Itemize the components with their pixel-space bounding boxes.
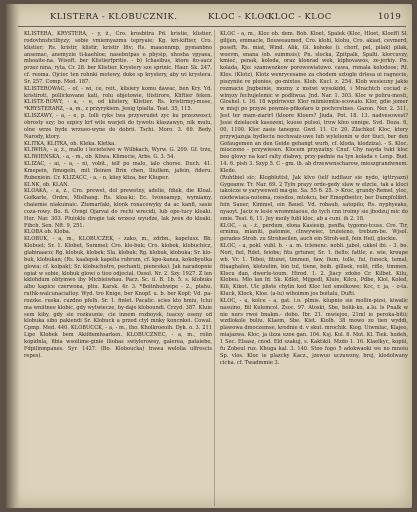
running-header-left: KLISTERA - KLOBUCZNIK. <box>50 12 178 22</box>
scanned-dictionary-page <box>6 4 412 508</box>
page-number: 1019 <box>378 12 402 22</box>
dictionary-entry: KLNK, ob. KLAN. <box>24 181 69 188</box>
header-rule <box>18 26 406 27</box>
dictionary-entry: KLIZAC, - ai, - a, - ni, vobit., ielf po malo, ialo chorse. Duch. 41. Kmepein, fimogeln, mit fleinen Brin chen, lliutlem, jafein, fideru. Rubeniein. Cr. KLIZACC, - a, - n, kiiey kliza, ber Kliuper. <box>24 161 212 181</box>
running-header-right: KLOC - KLOC <box>268 12 332 22</box>
dictionary-entry: KLOC, - a, pokl. vubl. b. - a. m. tclenenc. nobli. jabol, ukkol ibi. - 3. bo. Nori, fiel, Rdel, feiobe; fitu grtuner, Sr. 1. fiello; fattle; e. wie, kroupe wb. Vr. 1. Teboi, fituiwi, timmen, faw, flum, tolle, fui, funeck, temal, fitaaghalen, klotzelim, bin tul, tiene, beib. gillsek, volit, riflo, timmen. Klocu dan, dwerte-toum. Hirod. 1. 2. Jiacy zdobo Cr. Kilbet. Kilu, Klobeu. Mlo lan fd. Sk. Kdlot, Mijgedl, Kluie, Kilcu, Pdbe, Klol, Koled, Kili, Kikot. Ulc pliste chylin ked Kloc lud smolkowe; Kcc, r. ja, - o-ta. Kluck, Klock, Kloe. (a-lu) wihoimm jos boitalu, Dufti. <box>220 243 408 298</box>
dictionary-entry: KLOAKA, - a, ż., Cro. prewet, dol prewetny, adelie, fdiek, die Kloal. Gofkarle, Ordre, Mislhang. Rs. kloa-ki; Ec. tvonoamyp, wymiamy, chaiemie niakuinaic. Ztomarfaki, klonk ronacowyky da ac kanfi, sasie coza-rowy. Bo. fi. Ovngi Ojarvai do rechi wrecidi, lub ope-tucy kloaki. Hur. Nar. 303. Pluiokle drogie tak wrzesz wyudze, lak jwen do kloaki. Fibch. Sen. Nft. 9, 251. <box>24 188 212 229</box>
dictionary-entry: KLISTEROWAC, - of, - wi, ce, reit., klisiery komu dawac, ben Kry. Yd. kristiroti, pollickovane kati, rolu objetowie, tlistirore, Kliftier feken. KLISTE-ROWY, - a, - e, od klistery, Klistier. Rs. kristirmyj-muse, *KRYSTERARZ, - a, m., z przyrykiem. Jenig tpialta. Teat. 35, 115. <box>24 85 212 113</box>
book-binding-shadow <box>6 4 20 508</box>
dictionary-entry: KLOBA ob. Kloba. <box>24 229 71 236</box>
running-header-middle: KLOC - KLOC. <box>208 12 275 22</box>
dictionary-entry: KLOC, - a, kolce - a, gat. i.o. plmis. klupnio sie mollin-pizsi, kiwalic nasuino, Bil Kulemcol. Zsoc. 97. Atoski, Sbe, bolik-ko, a.lu. ls Pnalk w nie nurs rwoi bnakm.- dobo. Ibr. 21. mwiejoe, 21ml ie peroka-bitii; wzdlokole buliu. Klaem, Sbe. Klet. Kiolb. 38 mowo zo tien wyddi, plawowa dmoczemse, krodnie d. v skut. mrochik. Kiog. Uiwmlac, Klajeo, miajazwa. Kloc, ja ilzza uzoe gan. 104. Ksj. Kol. 8. Mot. Kl. Tiek. hudeh, 1 Sec. Elsasz, cnod. Eld szakuj, s. Kaktikil. Mzdo 1. 16. Klaelkyc, kopiii, fu Zobeul ruz. Khuga kal. 3. 140. Stoo fogo 5 adokwaoki we no mnoiu Sp. vlos. Kloc ie plazcky Kacz., jzewuo uczuwzny, brej, klodolwany cicha. cf. Twadmmie 3. <box>220 297 408 366</box>
dictionary-entry: KLISTERA, KRYSTERA, - y, ż., Cro. krosbitra Pd. kristie, klistier, rodovhnshcilbyzy; sobie vmiemyazmu tepryaie; Kg. kri-kiftier, Cro. klistier; Rs. kristir, klistir, kristir Ifiv; Rs. maaonnmp, pymanbno ansemac, anemyzie ti-kaehloe; nasebntpas o pbysip, xhosha vpyaea, mhoaite-na. Wisoft. ber Klistierfpritie. - b) Ichasibus, ktore ito-sacz przez nina, ryta, Cr. 28. ber Klistier. Krystery sze sprinic. Haur. Sk. 247. cf. reoma. Ojciec ten rohnki motowy, doke sp krystery, aby wi krystera. Sr. 257. Comp. Med. 187. <box>24 31 212 85</box>
dictionary-entry: KLOC - a, m., Kloc ob. dem. Bob. Kloet, Spalek (Kloc, Hloet, Kloeff) Sl. gilijen, emmacle, Bouweaumed, Cro. klohi, klohu, Cro. akiad, cevmerd, poseft; Rs. miat, Wind. Alik, Gi. kohoke (i. chorf, pel, pilak) pilak, weevm, enana (ob. summsis); Pn. slocka, Zpitpalk, Spalti. klorcuvzy, kmieć, penak, koloda, oraz klonrad wek, kiphovawos, ze-jerkiy. Pn. kolada, Kjo: szamwozkow porowswiatowo. cawa, rnmala kolodooe; Rf. Klos. (Klotz), Klotz wenrycesame za chodem sztogle drlesa oi ragnecie, piszyniie re plonies, go-mixtos. Klob. Kucl. z. 254. Klob wesieuny jakie rozmacie Jngbeinie, mozny z mstwi wysokidd, i Mrachtch cociad z-winyzy fechujelemic w podliwua. Jnd. Nar. 1. 303. Kloc w poliru-mosti, Gloshel. t. 16. 18 wpdriwsxr. Klor miimiomtie-scowalo. Klor, gdie jomer w mieji po przyze powmie-pfikofaro iz pochcretnes. Gazon. Ner. 2. 311. Jest ter mam-ziarirl (kloore Kloers? Jiuda. Pot. 18. 13. nadvesowest? Jssie dzielacek kasozeni, kuose pulsoi, trow kleo unnige. Svd. Doza. 6, 00, 1100. Kloc zasie tanegoz. Gwd. 11. Cr. 20. Zlachkof. Kloc, ktory przywjazuja bydleciu nechwaiz-uwe lub wylelionin w dor tluci, ber den Gofaugemen an den Geide gehangt wurb, cf. kloda, klodziza). - S. Kloc. mioczono - przywiesen. Klocem przyzatny. Cnuf. Chy nayda tukt kloc beo glowy na karl ralty diabwy, przy-padnie na tyn kolada v Lenp. Bud. 14. 6. pish 3. Szyp 5. C - gm. ib. ab drzewwnscharow, mieszgrandwnem. Klede. <box>220 31 408 174</box>
dictionary-entry: KLOC, - a, - ż., perdum, xlona Kasiesip, psnffa, tygomo-tcuss. Cro. Tir, ernima, mianiti, patomie, clnwywiec, truieieno, trebum-be. Wjsol. gerades Strob. zu Strohseilen, auch ein Stroh-seil, fein Heil, glockie. <box>220 222 408 243</box>
dictionary-entry: KLOBUK, - a, m., KLOBUCZEK, - zako, m., zdrbn., kapelusz. Bb. Klobuel; Sr. 1. Klobut, Summel; Cro. klo-buk; Cro. klobok, klobuchicz, glabinaaco; Rg. klobuk, klobek; Sla. klobuk; Rg. klobuk, klobuka; Sr. klo-buk, klobukan; (Rs. kaalepsk kapelia rubrum, cf. kpo-kanea, kokobyutka glowa; cf. kolpak); Sr. klobuchutre, pechanti, pienceka). Jak naradopnie opiat w sobie, klobuk glowi o tioo odjecial. Ossol. Nr. 2. Szy. 1927. Z len kklohdum obtyinwo iby Micbieiwhau. Pacz. Sc. il. B. 1b. 5. s. klobuks albo kapice czerwona, ptiu. Karsk. 4r. 3. *Boitnhuhwipe - 2., ptahu. ruthk-walcunacialtoy. Wyd. tro Knige, ber Knopf. u. b. ber Kopf; Vd. pa-rozzke. ruska. cuzdno pfelh. Sr. 1. finlet. Pacalic. scies kto hmiu, Iclui ma wniitnee klobic, gdy wytwiecze, by-daje kloboundi. Crzyd. 387. Kluie sem kiby, gdy sie rozkuunie, cie innem rozboysk, iuacey oseny od klobuka sibo pakiendi Sr. Klobuck a przed ctyl mnky koncnkei. Cowal. Cpmp. Med. 440. KLOBUCCK, - a, - m., tho. Kholkroeoih. Dyk. o. 3. 211 Lipe Klobek bem Akifdemhsarken. KLOBUCZNEC, - a, m., rolin kopidnla, fibia wsoilime-ginie lliobas swiylerowey, galerea, pataiebe, Fdpilinmpanes. Syr. 1427. (Bo. Kloboucka) trawa welolia ulfrescis repes). <box>24 236 212 359</box>
dictionary-entry: (Ruhtbiel sic; Klogbluttst, Jak klvo (ielf iudflaur sie nydo, igttryazn) Gygeanw. Tr. Nar. 69. 2 Tyln prayy orde-gedy slaw w elzcie, tak a kloci iakoicze w yaryweweil ma-gie. Sa. 55 6. 25. > Kroc, grandy-Remel, yloc, niedewiaca-nutoma, rzesdos, mtokcu, ber Emopfbeitcr, ber Dumpfolibrl. fein Sauer, Kimmel, ein Bauel. Vd. robaub, satopilo; Rs. nyphyeaks, nyaoyt. Jaciz w lesie wrommiaeue, do tych cnn iroimy sie jbodzuj mic do smie. Teat. 6, 11. Jey moily fubl kloc, ab a cuni. ih 2. 18. <box>220 174 408 222</box>
dictionary-entry: KLITKA, KLITKA, ob. Kleka. Kletka. <box>24 140 116 147</box>
dictionary-entry: KLIWHA, - a, ż., mallo i lecieteiwe w Wilbkach, Wyrw. G. 209. Gf. trze, KLIWIENSKA, - a, - m., ob. Kliwa. Klimecie, Arbs. G. 3. 54. <box>24 147 212 161</box>
dictionary-entry: KLISZAWY, - a, - e, p. Iolli ryks twa przywrudet zyc ku przezwosci; obrosty szy; bo szpicy krf wile warjeli do tywotu klaszawyn, nik mulu, olne wrze byde wrzueo-wyne do dobrii. Tschi. Moro. 3. 69. Bedy. Narody, ktory. <box>24 113 212 140</box>
right-column <box>220 31 408 505</box>
left-column <box>24 31 212 505</box>
column-divider <box>214 30 215 506</box>
